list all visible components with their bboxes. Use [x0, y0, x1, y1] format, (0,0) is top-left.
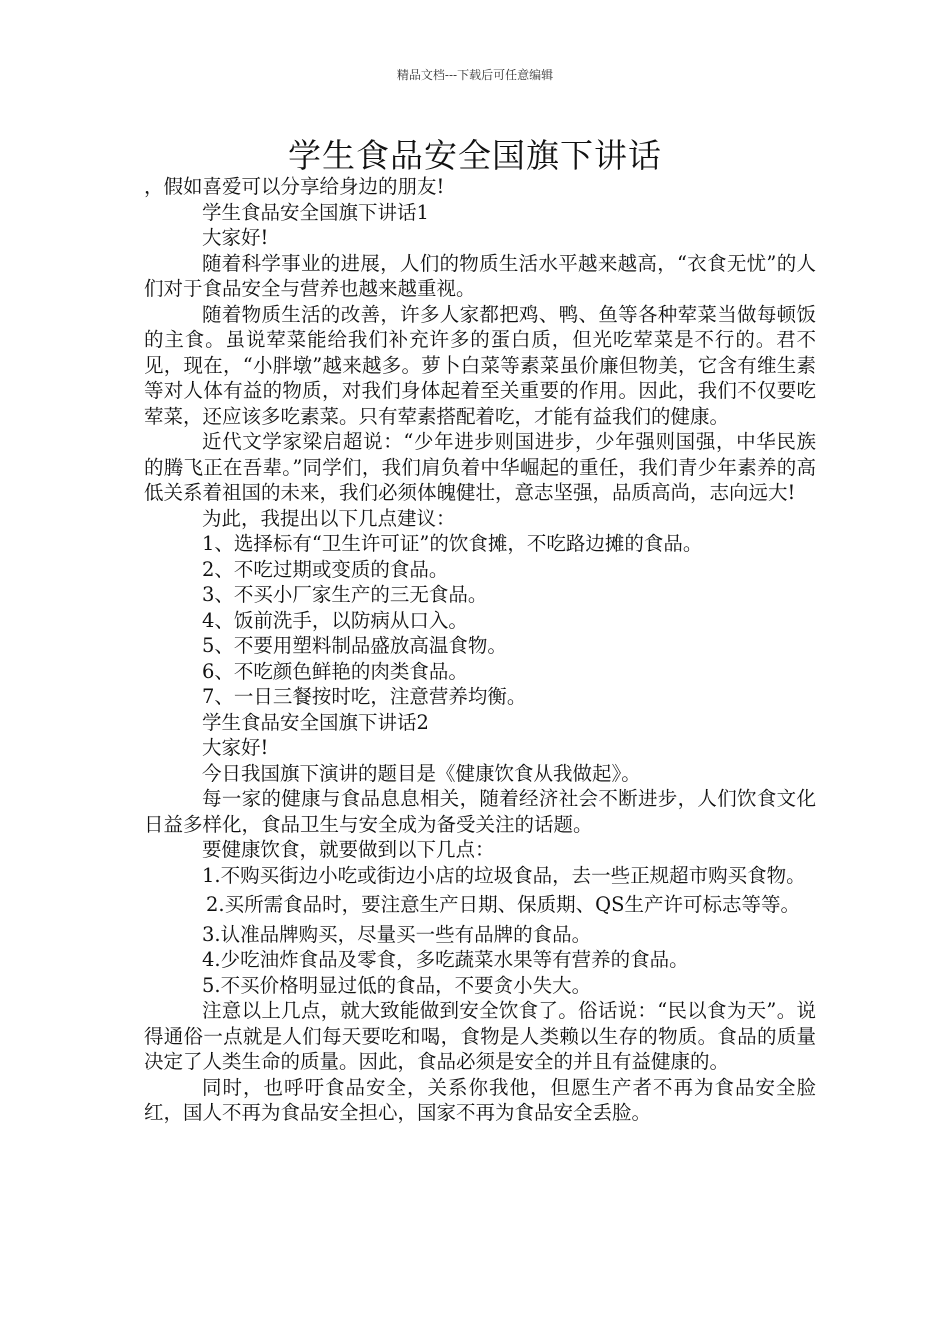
paragraph: 为此，我提出以下几点建议： [202, 506, 456, 530]
list-item: 2、不吃过期或变质的食品。 [202, 557, 449, 581]
paragraph: 每一家的健康与食品息息相关，随着经济社会不断进步，人们饮食文化日益多样化，食品卫生与安全成为备受关注的话题。 [144, 787, 816, 836]
section-heading-2: 学生食品安全国旗下讲话2 [202, 710, 429, 734]
list-item: 5.不买价格明显过低的食品，不要贪小失大。 [202, 973, 592, 997]
paragraph: 近代文学家梁启超说：“少年进步则国进步，少年强则国强，中华民族的腾飞正在吾辈。”同学们，我们肩负着中华崛起的重任，我们青少年素养的高低关系着祖国的未来，我们必须体魄健壮，意志坚强，品质高尚，志向远大! [144, 430, 816, 504]
section-heading-1: 学生食品安全国旗下讲话1 [202, 200, 429, 224]
list-item: 2.买所需食品时，要注意生产日期、保质期、QS生产许可标志等等。 [206, 893, 800, 916]
intro-line: ，假如喜爱可以分享给身边的朋友! [144, 175, 445, 198]
page-header: 精品文档---下载后可任意编辑 [396, 68, 554, 82]
paragraph: 随着物质生活的改善，许多人家都把鸡、鸭、鱼等各种荤菜当做每顿饭的主食。虽说荤菜能给我们补充许多的蛋白质，但光吃荤菜是不行的。君不见，现在，“小胖墩”越来越多。萝卜白菜等素菜虽价廉但物美，它含有维生素等对人体有益的物质，对我们身体起着至关重要的作用。因此，我们不仅要吃荤菜，还应该多吃素菜。只有荤素搭配着吃，才能有益我们的健康。 [144, 302, 816, 428]
document-title: 学生食品安全国旗下讲话 [288, 136, 662, 175]
list-item: 5、不要用塑料制品盛放高温食物。 [202, 634, 507, 657]
list-item: 4.少吃油炸食品及零食，多吃蔬菜水果等有营养的食品。 [202, 948, 689, 971]
paragraph: 注意以上几点，就大致能做到安全饮食了。俗话说：“民以食为天”。说得通俗一点就是人们每天要吃和喝，食物是人类赖以生存的物质。食品的质量决定了人类生命的质量。因此，食品必须是安全的并且有益健康的。 [144, 999, 816, 1073]
greeting: 大家好! [202, 226, 269, 249]
list-item: 1、选择标有“卫生许可证”的饮食摊，不吃路边摊的食品。 [202, 532, 703, 555]
list-item: 3、不买小厂家生产的三无食品。 [202, 583, 488, 606]
paragraph: 同时，也呼吁食品安全，关系你我他，但愿生产者不再为食品安全脸红，国人不再为食品安全担心，国家不再为食品安全丢脸。 [144, 1075, 816, 1124]
list-item: 1.不购买街边小吃或街边小店的垃圾食品，去一些正规超市购买食物。 [202, 863, 806, 887]
greeting: 大家好! [202, 736, 269, 759]
paragraph: 随着科学事业的进展，人们的物质生活水平越来越高，“衣食无忧”的人们对于食品安全与营养也越来越重视。 [144, 251, 816, 300]
list-item: 4、饭前洗手，以防病从口入。 [202, 608, 468, 632]
list-item: 7、一日三餐按时吃，注意营养均衡。 [202, 685, 527, 708]
paragraph: 要健康饮食，就要做到以下几点： [202, 838, 495, 861]
list-item: 3.认准品牌购买，尽量买一些有品牌的食品。 [202, 922, 592, 946]
document-body [144, 174, 816, 1126]
list-item: 6、不吃颜色鲜艳的肉类食品。 [202, 659, 468, 683]
paragraph: 今日我国旗下演讲的题目是《健康饮食从我做起》。 [202, 761, 641, 785]
